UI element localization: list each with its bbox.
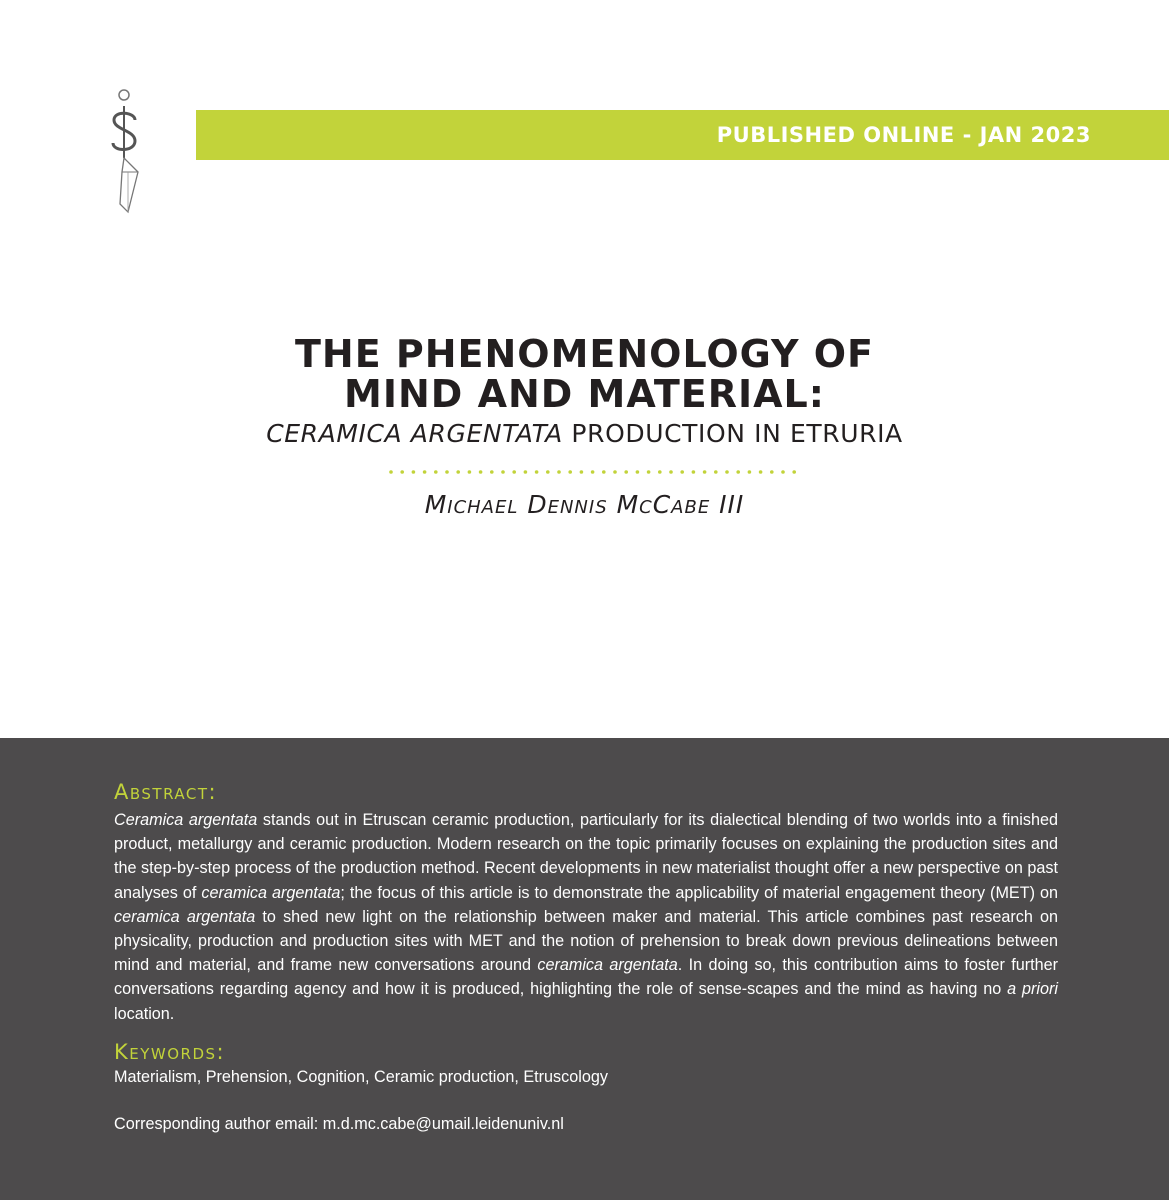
abstract-italic-term: ceramica argentata: [114, 907, 256, 926]
divider-dot: [501, 470, 505, 474]
divider-dot: [748, 470, 752, 474]
abstract-italic-term: ceramica argentata: [537, 956, 678, 975]
abstract-text-run: . In doing so, this contribution aims to foster further conversations regarding agency and how it is produced, highlighting the role of sense-scapes and the mind as having no: [114, 956, 1058, 999]
divider-dot: [468, 470, 472, 474]
divider-dot: [725, 470, 729, 474]
abstract-italic-term: a priori: [1007, 980, 1059, 999]
divider-dot: [546, 470, 550, 474]
keywords-list: Materialism, Prehension, Cognition, Ceramic production, Etruscology: [114, 1068, 608, 1086]
publication-date-label: PUBLISHED ONLINE - JAN 2023: [716, 123, 1091, 147]
divider-dot: [400, 470, 404, 474]
divider-dot: [445, 470, 449, 474]
divider-dot: [512, 470, 516, 474]
divider-dot: [770, 470, 774, 474]
abstract-text-run: stands out in Etruscan ceramic production, particularly for its dialectical blending of two worlds into a finished product, metallurgy and ceramic production. Modern research on the topic primarily focuses on explaining the production sites and the step-by-step process of the production method. Recent developments in new materialist thought offer a new perspective on past analyses of: [114, 811, 1058, 902]
divider-dot: [479, 470, 483, 474]
subtitle-italic-part: CERAMICA ARGENTATA: [266, 419, 563, 448]
journal-logo-icon: [104, 86, 148, 216]
divider-dot: [636, 470, 640, 474]
divider-dot: [613, 470, 617, 474]
author-name: Michael Dennis McCabe III: [424, 490, 745, 519]
abstract-text-run: to shed new light on the relationship between maker and material. This article combines past research on physicality, production and production sites with MET and the notion of prehension to break down previous delineations between mind and material, and frame new conversations around: [114, 907, 1058, 975]
article-title-line-1: THE PHENOMENOLOGY OF: [294, 332, 875, 376]
subtitle-rest-part: PRODUCTION IN ETRURIA: [562, 419, 903, 448]
dotted-divider: [388, 468, 798, 476]
divider-dot: [624, 470, 628, 474]
divider-dot: [759, 470, 763, 474]
abstract-text: [114, 808, 1058, 1026]
article-title-block: [0, 334, 1169, 450]
divider-dot: [434, 470, 438, 474]
divider-dot: [423, 470, 427, 474]
keywords-heading: Keywords:: [114, 1040, 226, 1064]
divider-dot: [647, 470, 651, 474]
divider-dot: [669, 470, 673, 474]
article-title-line-2: MIND AND MATERIAL:: [344, 372, 825, 416]
divider-dot: [456, 470, 460, 474]
publication-banner: [196, 110, 1169, 160]
abstract-heading: Abstract:: [114, 780, 218, 804]
divider-dot: [703, 470, 707, 474]
abstract-text-run: ; the focus of this article is to demonstrate the applicability of material engagement theory (MET) on: [340, 883, 1058, 902]
divider-dot: [580, 470, 584, 474]
divider-dot: [389, 470, 393, 474]
divider-dot: [412, 470, 416, 474]
divider-dot: [602, 470, 606, 474]
abstract-text-run: location.: [114, 1004, 175, 1023]
divider-dot: [692, 470, 696, 474]
divider-dot: [792, 470, 796, 474]
divider-dot: [714, 470, 718, 474]
divider-dot: [557, 470, 561, 474]
abstract-italic-term: ceramica argentata: [201, 883, 341, 902]
divider-dot: [591, 470, 595, 474]
divider-dot: [781, 470, 785, 474]
divider-dot: [658, 470, 662, 474]
corresponding-author-email[interactable]: Corresponding author email: m.d.mc.cabe@umail.leidenuniv.nl: [114, 1115, 564, 1133]
divider-dot: [736, 470, 740, 474]
divider-dot: [535, 470, 539, 474]
article-subtitle: [0, 418, 1169, 450]
divider-dot: [680, 470, 684, 474]
divider-dot: [568, 470, 572, 474]
divider-dot: [524, 470, 528, 474]
divider-dot: [490, 470, 494, 474]
abstract-italic-term: Ceramica argentata: [114, 811, 258, 829]
